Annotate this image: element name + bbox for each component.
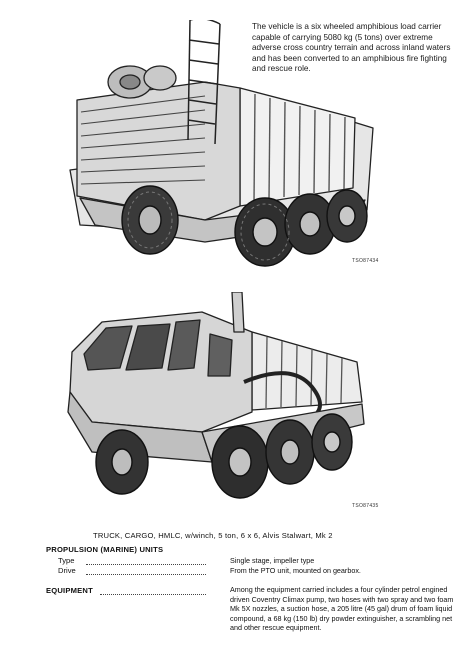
photo-caption: TRUCK, CARGO, HMLC, w/winch, 5 ton, 6 x 6, Alvis Stalwart, Mk 2 <box>93 531 333 540</box>
type-label: Type <box>58 556 75 565</box>
propulsion-heading: PROPULSION (MARINE) UNITS <box>46 545 164 554</box>
vehicle-photo-rear-view <box>55 20 385 268</box>
photo-reference-number: TSO87435 <box>352 503 379 509</box>
dotted-leader <box>86 564 206 565</box>
drive-value: From the PTO unit, mounted on gearbox. <box>230 566 361 575</box>
equipment-description: Among the equipment carried includes a four cylinder petrol engined driven Coventry Climax pump, two hoses with two spray and two foam Mk 5X nozzles, a suction hose, a 205 litre (45 gal) drum of foam liquid compound, a 68 kg (150 lb) dry powder extinguisher, a scrambling net and other rescue equipment. <box>230 585 454 633</box>
dotted-leader <box>100 594 206 595</box>
type-value: Single stage, impeller type <box>230 556 315 565</box>
photo-reference-number: TSO87434 <box>352 258 379 264</box>
vehicle-photo-front-view <box>62 292 384 510</box>
drive-label: Drive <box>58 566 76 575</box>
dotted-leader <box>86 574 206 575</box>
intro-paragraph: The vehicle is a six wheeled amphibious load carrier capable of carrying 5080 kg (5 tons) over extreme adverse cross country terrain and across inland waters and has been converted to an amphibious fire fighting and rescue role. <box>252 22 451 74</box>
equipment-heading: EQUIPMENT <box>46 586 93 595</box>
